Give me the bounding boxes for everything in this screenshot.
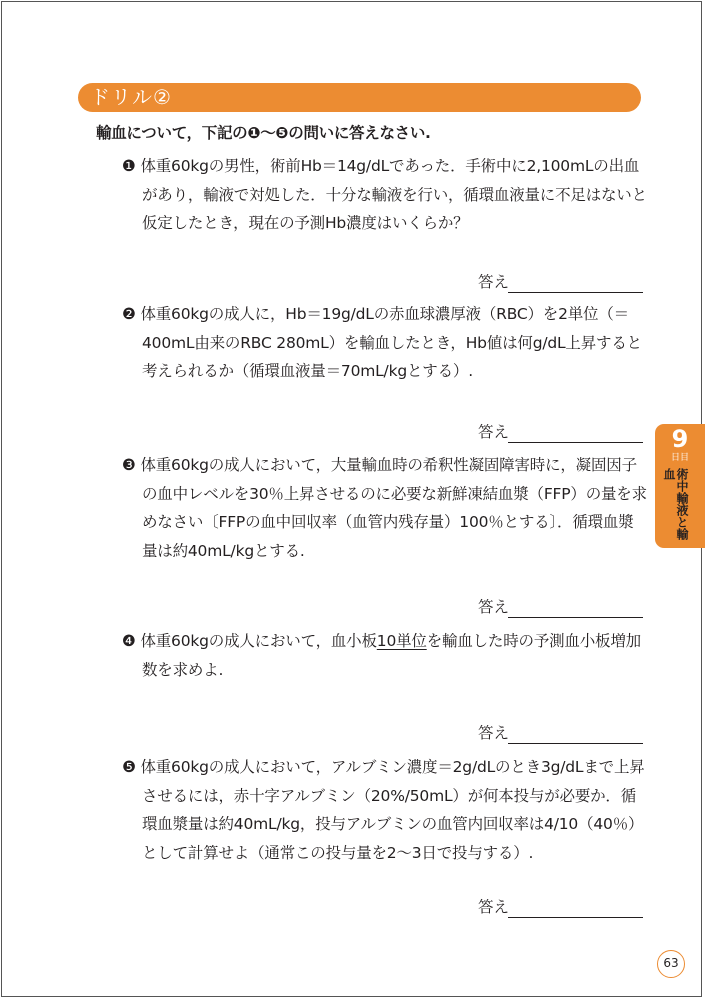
question-4-text-block xyxy=(122,627,647,684)
question-3-text: 体重60kgの成人において，大量輸血時の希釈性凝固障害時に，凝固因子の血中レベルを30％上昇させるのに必要な新鮮凍結血漿（FFP）の量を求めなさい〔FFPの血中回収率（血管内残存量）100％とする〕．循環血漿量は約40mL/kgとする. xyxy=(140,456,647,560)
page-number: 63 xyxy=(657,950,685,978)
chapter-day-unit: 日目 xyxy=(670,453,689,463)
question-5-mark: ❺ xyxy=(122,758,136,776)
answer-1-label: 答え xyxy=(478,273,510,291)
question-1-text: 体重60kgの男性，術前Hb＝14g/dLであった．手術中に2,100mLの出血があり，輸液で対処した．十分な輸液を行い，循環血液量に不足はないと仮定したとき，現在の予測Hb濃度はいくらか？ xyxy=(140,157,647,232)
question-1 xyxy=(122,152,647,238)
instruction-mark-end: ❺ xyxy=(275,124,289,142)
instruction-tilde: ～ xyxy=(260,124,276,142)
instruction-before: 輸血について，下記の xyxy=(96,124,248,142)
instruction-after: の問いに答えなさい. xyxy=(288,124,431,142)
answer-1[interactable] xyxy=(478,268,643,294)
answer-4[interactable] xyxy=(478,719,643,745)
question-4-mark: ❹ xyxy=(122,632,136,650)
answer-5-line[interactable] xyxy=(508,917,643,918)
chapter-day-number: 9 xyxy=(671,425,689,453)
question-4-text-before: 体重60kgの成人において，血小板 xyxy=(140,632,377,650)
question-4 xyxy=(122,627,647,684)
answer-5[interactable] xyxy=(478,893,643,919)
answer-1-line[interactable] xyxy=(508,292,643,293)
question-3 xyxy=(122,451,647,565)
question-5-text-block xyxy=(122,753,647,867)
answer-4-label: 答え xyxy=(478,724,510,742)
question-5 xyxy=(122,753,647,867)
question-3-mark: ❸ xyxy=(122,456,136,474)
answer-4-line[interactable] xyxy=(508,743,643,744)
drill-title: ドリル② xyxy=(90,85,172,109)
answer-2-label: 答え xyxy=(478,423,510,441)
question-2 xyxy=(122,300,647,386)
answer-2[interactable] xyxy=(478,418,643,444)
chapter-title: 術中輸液と輸血 xyxy=(662,468,689,540)
drill-header xyxy=(78,83,641,112)
question-1-mark: ❶ xyxy=(122,157,136,175)
answer-5-label: 答え xyxy=(478,898,510,916)
question-2-text: 体重60kgの成人に，Hb＝19g/dLの赤血球濃厚液（RBC）を2単位（＝400mL由来のRBC 280mL）を輸血したとき，Hb値は何g/dL上昇すると考えられるか（循環血液量＝70mL/kgとする）. xyxy=(140,305,642,380)
question-2-text-block xyxy=(122,300,647,386)
question-5-text: 体重60kgの成人において，アルブミン濃度＝2g/dLのとき3g/dLまで上昇させるには，赤十字アルブミン（20%/50mL）が何本投与が必要か．循環血漿量は約40mL/kg，投与アルブミンの血管内回収率は4/10（40％）として計算せよ（通常この投与量を2～3日で投与する）. xyxy=(140,758,645,862)
answer-3-label: 答え xyxy=(478,598,510,616)
instruction-mark-start: ❶ xyxy=(247,124,261,142)
question-4-text-after: を輸血した時の予測血小板増加数を求めよ. xyxy=(142,632,641,679)
answer-2-line[interactable] xyxy=(508,442,643,443)
instruction xyxy=(96,122,636,144)
chapter-side-tab xyxy=(655,424,705,548)
question-3-text-block xyxy=(122,451,647,565)
answer-3-line[interactable] xyxy=(508,617,643,618)
question-2-mark: ❷ xyxy=(122,305,136,323)
question-4-underlined: 10単位 xyxy=(376,632,427,650)
question-1-text-block xyxy=(122,152,647,238)
answer-3[interactable] xyxy=(478,593,643,619)
